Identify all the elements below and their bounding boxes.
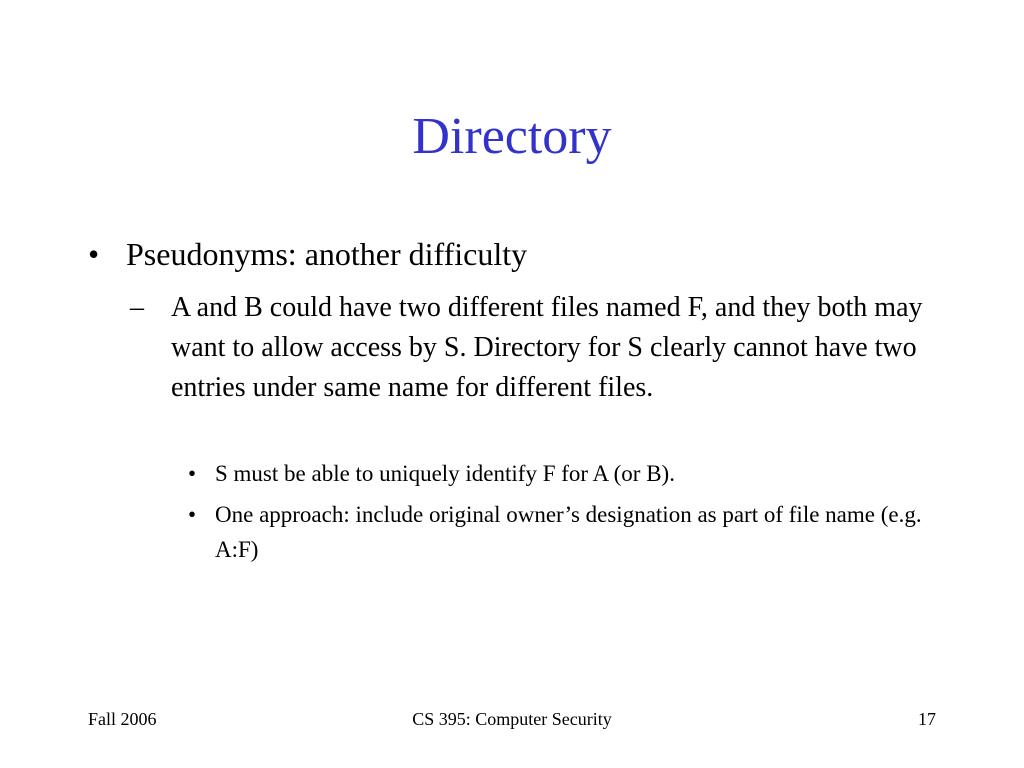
dash-icon: –	[130, 292, 144, 323]
bullet-dot-icon: •	[88, 236, 100, 272]
bullet-text: Pseudonyms: another difficulty	[126, 236, 528, 272]
slide-title: Directory	[412, 108, 612, 165]
footer-date: Fall 2006	[88, 709, 157, 729]
bullet-dot-icon: •	[188, 461, 197, 486]
bullet-text: One approach: include original owner’s designation as part of file name (e.g. A:F)	[215, 502, 922, 562]
page-number: 17	[918, 709, 936, 729]
bullet-text: A and B could have two different files named F, and they both may want to allow access by S. Directory for S clearly cannot have two entries under same name for different files.	[171, 292, 923, 403]
bullet-dot-icon: •	[188, 502, 197, 527]
bullet-text: S must be able to uniquely identify F for A (or B).	[215, 461, 675, 486]
footer-course: CS 395: Computer Security	[412, 709, 612, 729]
